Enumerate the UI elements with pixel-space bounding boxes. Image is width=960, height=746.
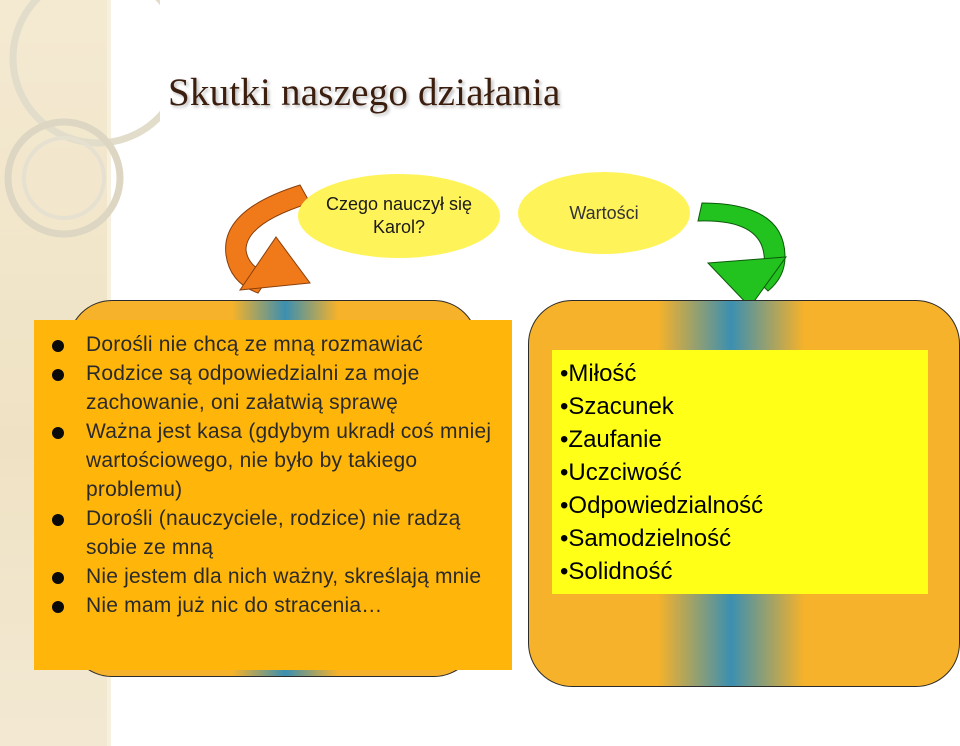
question-text: Czego nauczył się Karol? [325, 194, 473, 237]
bullet-icon [52, 340, 64, 352]
list-item: Nie jestem dla nich ważny, skreślają mnie [44, 562, 504, 591]
values-list [560, 357, 763, 588]
list-item: Dorośli nie chcą ze mną rozmawiać [44, 330, 504, 359]
value-item: • Uczciwość [560, 456, 763, 489]
slide-title: Skutki naszego działania [168, 71, 561, 114]
value-item: • Solidność [560, 555, 763, 588]
value-item: • Samodzielność [560, 522, 763, 555]
consequences-list [44, 330, 504, 620]
question-oval [298, 174, 500, 258]
value-item: • Miłość [560, 357, 763, 390]
list-item: Dorośli (nauczyciele, rodzice) nie radzą sobie ze mną [44, 504, 504, 562]
decorative-circles [0, 0, 160, 260]
bullet-icon [52, 572, 64, 584]
bullet-icon [52, 369, 64, 381]
value-item: • Szacunek [560, 390, 763, 423]
bullet-icon [52, 601, 64, 613]
bullet-icon [52, 427, 64, 439]
value-item: • Zaufanie [560, 423, 763, 456]
list-item: Ważna jest kasa (gdybym ukradł coś mniej wartościowego, nie było by takiego problemu) [44, 417, 504, 504]
value-item: • Odpowiedzialność [560, 489, 763, 522]
values-text: Wartości [569, 202, 639, 223]
list-item: Rodzice są odpowiedzialni za moje zachowanie, oni załatwią sprawę [44, 359, 504, 417]
values-oval [518, 172, 690, 254]
list-item: Nie mam już nic do stracenia… [44, 591, 504, 620]
bullet-icon [52, 514, 64, 526]
